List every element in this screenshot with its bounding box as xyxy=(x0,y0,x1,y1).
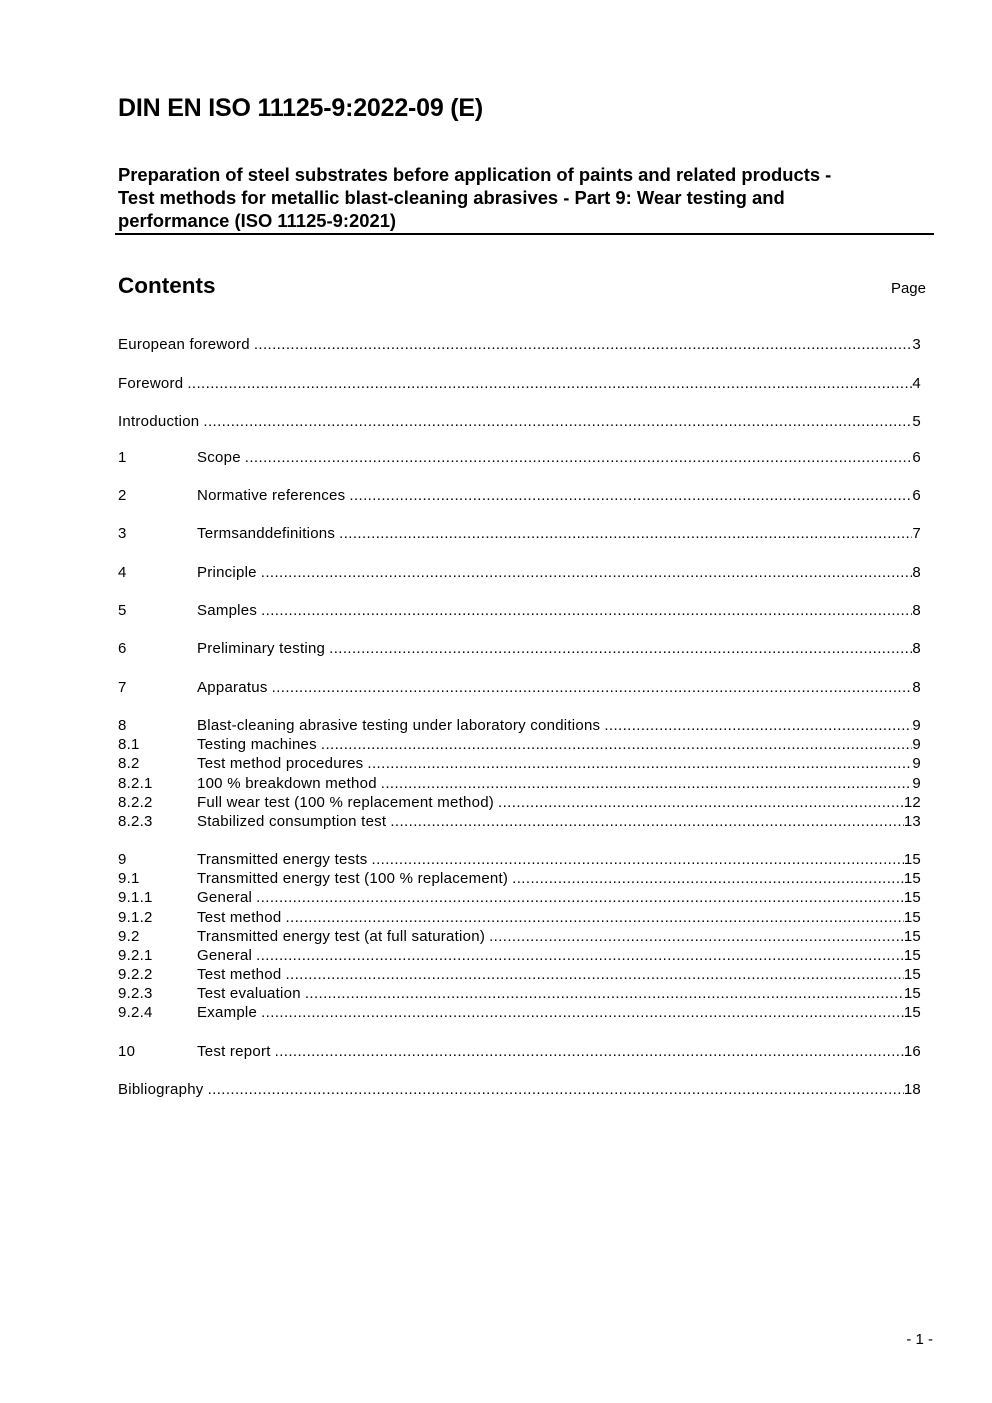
toc-entry-number: 9 xyxy=(118,851,127,868)
toc-entry-page: 6 xyxy=(912,487,921,504)
toc-dot-leader xyxy=(305,984,904,1004)
toc-entry-number: 5 xyxy=(118,602,127,619)
toc-entry-page: 13 xyxy=(903,813,921,830)
document-id: DIN EN ISO 11125-9:2022-09 (E) xyxy=(118,94,484,122)
toc-entry-number: 9.2.2 xyxy=(118,966,153,983)
page-column-label: Page xyxy=(890,280,926,297)
toc-dot-leader xyxy=(256,888,904,908)
toc-dot-leader xyxy=(187,374,912,394)
toc-entry[interactable] xyxy=(118,927,921,947)
toc-entry[interactable] xyxy=(118,850,921,870)
toc-dot-leader xyxy=(261,601,912,621)
toc-entry-title: Transmitted energy test (at full saturation) xyxy=(197,928,486,945)
toc-dot-leader xyxy=(367,754,912,774)
toc-entry[interactable] xyxy=(118,869,921,889)
toc-entry-title: 100 % breakdown method xyxy=(197,775,377,792)
toc-dot-leader xyxy=(275,1042,904,1062)
toc-entry[interactable] xyxy=(118,908,921,928)
toc-entry-page: 12 xyxy=(903,794,921,811)
toc-entry-title: European foreword xyxy=(118,336,250,353)
document-title-line: Test methods for metallic blast-cleaning abrasives - Part 9: Wear testing and xyxy=(118,187,785,208)
toc-dot-leader xyxy=(254,335,913,355)
toc-entry[interactable] xyxy=(118,1080,921,1100)
toc-entry-page: 15 xyxy=(903,1004,921,1021)
toc-entry-page: 9 xyxy=(912,736,921,753)
toc-entry-page: 8 xyxy=(912,564,921,581)
toc-entry-number: 6 xyxy=(118,640,127,657)
toc-dot-leader xyxy=(498,793,904,813)
toc-entry[interactable] xyxy=(118,448,921,468)
toc-entry-number: 9.1 xyxy=(118,870,140,887)
toc-dot-leader xyxy=(256,946,904,966)
toc-entry-number: 1 xyxy=(118,449,127,466)
toc-entry-page: 9 xyxy=(912,717,921,734)
toc-entry-number: 8.2 xyxy=(118,755,140,772)
toc-entry[interactable] xyxy=(118,812,921,832)
toc-entry-title: Test evaluation xyxy=(197,985,301,1002)
toc-entry-page: 9 xyxy=(912,755,921,772)
toc-entry-title: Testing machines xyxy=(197,736,317,753)
toc-entry-page: 8 xyxy=(912,679,921,696)
toc-entry-number: 9.2.3 xyxy=(118,985,153,1002)
toc-entry-number: 4 xyxy=(118,564,127,581)
toc-dot-leader xyxy=(285,908,903,928)
toc-dot-leader xyxy=(208,1080,904,1100)
toc-entry-number: 3 xyxy=(118,525,127,542)
toc-entry-number: 8.2.1 xyxy=(118,775,153,792)
toc-dot-leader xyxy=(261,1003,904,1023)
toc-entry[interactable] xyxy=(118,601,921,621)
toc-entry[interactable] xyxy=(118,486,921,506)
toc-entry[interactable] xyxy=(118,888,921,908)
toc-entry-page: 7 xyxy=(912,525,921,542)
toc-entry-title: Example xyxy=(197,1004,258,1021)
toc-entry-number: 7 xyxy=(118,679,127,696)
toc-entry-page: 3 xyxy=(912,336,921,353)
toc-entry-title: Normative references xyxy=(197,487,346,504)
toc-entry-page: 15 xyxy=(903,966,921,983)
toc-entry-title: Test report xyxy=(197,1043,271,1060)
toc-entry-page: 15 xyxy=(903,851,921,868)
toc-entry-title: Test method xyxy=(197,909,282,926)
toc-entry[interactable] xyxy=(118,678,921,698)
toc-entry-number: 8.1 xyxy=(118,736,140,753)
toc-entry-title: Test method procedures xyxy=(197,755,364,772)
toc-entry-title: Transmitted energy tests xyxy=(197,851,368,868)
toc-entry[interactable] xyxy=(118,735,921,755)
toc-entry-number: 9.2.1 xyxy=(118,947,153,964)
toc-entry-title: General xyxy=(197,947,253,964)
toc-entry[interactable] xyxy=(118,412,921,432)
toc-dot-leader xyxy=(489,927,904,947)
toc-entry[interactable] xyxy=(118,965,921,985)
toc-entry-page: 18 xyxy=(903,1081,921,1098)
toc-dot-leader xyxy=(390,812,903,832)
toc-entry-number: 8 xyxy=(118,717,127,734)
toc-entry[interactable] xyxy=(118,754,921,774)
toc-entry-page: 8 xyxy=(912,602,921,619)
toc-dot-leader xyxy=(512,869,904,889)
toc-entry-title: Transmitted energy test (100 % replacement) xyxy=(197,870,509,887)
toc-entry[interactable] xyxy=(118,793,921,813)
toc-dot-leader xyxy=(321,735,913,755)
toc-entry-number: 9.2 xyxy=(118,928,140,945)
toc-entry[interactable] xyxy=(118,524,921,544)
toc-dot-leader xyxy=(329,639,912,659)
toc-entry-page: 15 xyxy=(903,870,921,887)
toc-dot-leader xyxy=(203,412,912,432)
toc-entry-title: Principle xyxy=(197,564,257,581)
toc-entry-number: 9.1.2 xyxy=(118,909,153,926)
toc-entry-title: Blast-cleaning abrasive testing under laboratory conditions xyxy=(197,717,601,734)
toc-entry-title: Samples xyxy=(197,602,258,619)
toc-entry-number: 2 xyxy=(118,487,127,504)
toc-entry-page: 9 xyxy=(912,775,921,792)
toc-entry-page: 15 xyxy=(903,947,921,964)
toc-entry-title: Preliminary testing xyxy=(197,640,326,657)
toc-dot-leader xyxy=(285,965,903,985)
toc-entry-page: 15 xyxy=(903,889,921,906)
toc-entry[interactable] xyxy=(118,639,921,659)
toc-entry[interactable] xyxy=(118,335,921,355)
toc-entry[interactable] xyxy=(118,1042,921,1062)
toc-entry-page: 16 xyxy=(903,1043,921,1060)
document-title xyxy=(118,163,918,232)
toc-dot-leader xyxy=(245,448,913,468)
toc-entry-title: Apparatus xyxy=(197,679,268,696)
toc-dot-leader xyxy=(349,486,912,506)
toc-entry-title: Test method xyxy=(197,966,282,983)
toc-entry-page: 15 xyxy=(903,985,921,1002)
toc-entry-page: 6 xyxy=(912,449,921,466)
toc-entry-page: 5 xyxy=(912,413,921,430)
toc-dot-leader xyxy=(604,716,912,736)
toc-entry[interactable] xyxy=(118,1003,921,1023)
toc-entry[interactable] xyxy=(118,774,921,794)
toc-entry[interactable] xyxy=(118,984,921,1004)
toc-entry[interactable] xyxy=(118,563,921,583)
toc-entry-page: 15 xyxy=(903,928,921,945)
toc-entry-page: 8 xyxy=(912,640,921,657)
toc-entry-title: Scope xyxy=(197,449,241,466)
document-title-line: Preparation of steel substrates before application of paints and related products - xyxy=(118,164,832,185)
toc-entry-title: Termsanddefinitions xyxy=(197,525,336,542)
toc-entry-title: Full wear test (100 % replacement method) xyxy=(197,794,495,811)
toc-dot-leader xyxy=(372,850,904,870)
page-number: - 1 - xyxy=(906,1331,933,1348)
toc-entry-number: 9.2.4 xyxy=(118,1004,153,1021)
title-divider xyxy=(115,233,934,235)
toc-entry[interactable] xyxy=(118,374,921,394)
toc-entry-page: 4 xyxy=(912,375,921,392)
toc-entry-title: Foreword xyxy=(118,375,184,392)
toc-dot-leader xyxy=(272,678,913,698)
toc-entry-page: 15 xyxy=(903,909,921,926)
toc-entry-number: 8.2.2 xyxy=(118,794,153,811)
toc-entry-title: General xyxy=(197,889,253,906)
toc-entry[interactable] xyxy=(118,946,921,966)
toc-dot-leader xyxy=(261,563,913,583)
toc-entry-title: Introduction xyxy=(118,413,200,430)
toc-entry-number: 10 xyxy=(118,1043,136,1060)
toc-entry-title: Bibliography xyxy=(118,1081,204,1098)
toc-entry-number: 8.2.3 xyxy=(118,813,153,830)
toc-dot-leader xyxy=(381,774,913,794)
contents-heading: Contents xyxy=(118,273,216,298)
toc-entry[interactable] xyxy=(118,716,921,736)
document-title-line: performance (ISO 11125-9:2021) xyxy=(118,210,397,231)
toc-dot-leader xyxy=(339,524,912,544)
toc-entry-number: 9.1.1 xyxy=(118,889,153,906)
toc-entry-title: Stabilized consumption test xyxy=(197,813,387,830)
